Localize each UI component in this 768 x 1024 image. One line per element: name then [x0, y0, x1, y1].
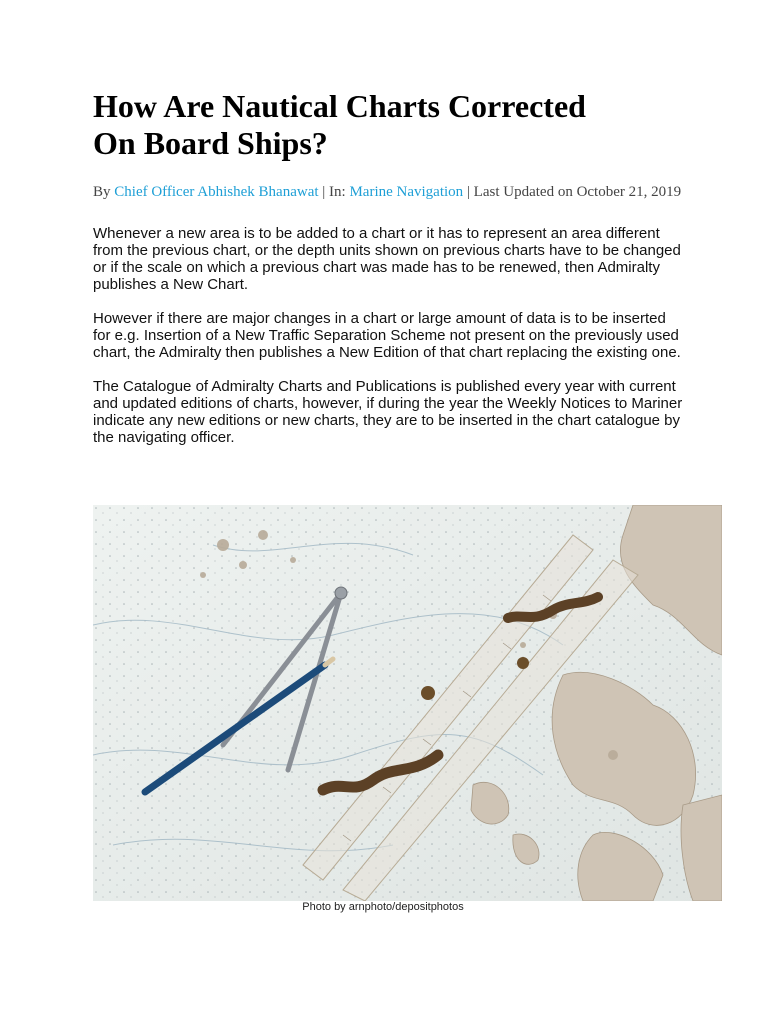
- byline-in-separator: | In:: [318, 184, 350, 200]
- byline-by: By: [93, 184, 115, 200]
- article-photo: [93, 505, 722, 901]
- article-title-line-2: On Board Ships?: [93, 125, 328, 161]
- article-title: [93, 88, 723, 162]
- article-title-line-1: How Are Nautical Charts Corrected: [93, 88, 586, 124]
- paragraph-3: The Catalogue of Admiralty Charts and Publications is published every year with current and updated editions of charts, however, if during the year the Weekly Notices to Mariner indicate any new editions or new charts, they are to be inserted in the chart catalogue by the navigating officer.: [93, 378, 683, 446]
- article: [93, 88, 723, 913]
- author-link[interactable]: Chief Officer Abhishek Bhanawat: [114, 184, 319, 200]
- nautical-chart-photo-illustration: [93, 505, 722, 901]
- byline-updated: | Last Updated on October 21, 2019: [463, 184, 682, 200]
- paragraph-2: However if there are major changes in a chart or large amount of data is to be inserted for e.g. Insertion of a New Traffic Separation Scheme not present on the previously used chart, the Admiralty then publishes a New Edition of that chart replacing the existing one.: [93, 310, 681, 361]
- paragraph-1: Whenever a new area is to be added to a chart or it has to represent an area different from the previous chart, or the depth units shown on previous charts have to be changed or if the scale on which a previous chart was made has to be renewed, then Admiralty publishes a New Chart.: [93, 225, 681, 293]
- category-link[interactable]: Marine Navigation: [349, 184, 464, 200]
- byline: [93, 184, 723, 201]
- photo-caption: Photo by arnphoto/depositphotos: [302, 901, 464, 913]
